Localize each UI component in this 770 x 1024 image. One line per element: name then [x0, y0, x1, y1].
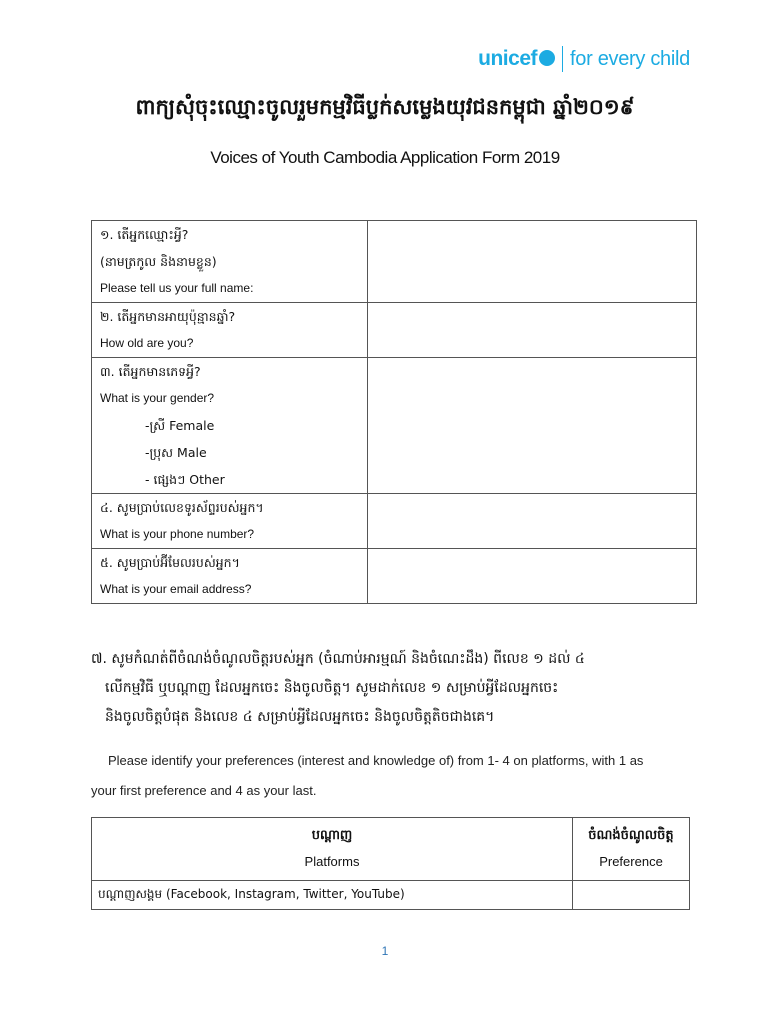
question-cell	[92, 358, 368, 494]
answer-field[interactable]	[368, 358, 697, 494]
platform-name: បណ្តាញសង្គម (Facebook, Instagram, Twitter, YouTube)	[92, 881, 573, 910]
preferences-section	[91, 645, 691, 806]
answer-field[interactable]	[368, 549, 697, 604]
preferences-instructions-khmer	[91, 645, 691, 732]
preference-header-km: ចំណង់ចំណូលចិត្ត	[588, 828, 674, 843]
answer-field[interactable]	[368, 221, 697, 303]
question-row	[92, 221, 697, 303]
page-number: 1	[381, 944, 389, 958]
question-cell	[92, 494, 368, 549]
question-row	[92, 358, 697, 494]
question-text: What is your email address?	[100, 582, 252, 596]
preferences-table	[91, 817, 690, 910]
question-text: (នាមត្រកូល និងនាមខ្លួន)	[100, 254, 217, 269]
logo-brand-text: unicef	[478, 47, 537, 70]
instruction-km-line-3: និងចូលចិត្តបំផុត និងលេខ ៤ សម្រាប់អ្វីដែលអ្នកចេះ និងចូលចិត្តតិចជាងគេ។	[105, 709, 495, 725]
question-cell	[92, 221, 368, 303]
question-text: Please tell us your full name:	[100, 281, 254, 295]
questions-table	[91, 220, 697, 604]
question-cell	[92, 549, 368, 604]
platforms-header-en: Platforms	[304, 854, 360, 869]
logo-separator	[562, 46, 563, 72]
question-cell	[92, 303, 368, 358]
question-text: How old are you?	[100, 336, 194, 350]
logo-brand	[478, 47, 555, 71]
question-text: - ផ្សេងៗ Other	[145, 472, 225, 487]
question-text: What is your phone number?	[100, 527, 255, 541]
preferences-instructions-english	[91, 746, 691, 806]
preference-header-en: Preference	[599, 854, 663, 869]
question-row	[92, 549, 697, 604]
question-text: ២. តើអ្នកមានអាយុប៉ុន្មានឆ្នាំ?	[100, 309, 236, 324]
question-row	[92, 494, 697, 549]
platforms-header	[92, 818, 573, 881]
question-text: -ស្រី Female	[145, 418, 215, 433]
form-title-khmer: ពាក្យសុំចុះឈ្មោះចូលរួមកម្មវិធីប្លក់សម្លេងយុវជនកម្ពុជា ឆ្នាំ២០១៩	[135, 95, 635, 119]
form-title-english: Voices of Youth Cambodia Application Form 2019	[210, 148, 560, 167]
question-text: -ប្រុស Male	[145, 445, 207, 460]
platforms-header-km: បណ្តាញ	[311, 828, 353, 843]
preference-header	[573, 818, 690, 881]
unicef-logo	[478, 46, 690, 72]
instruction-en-line-2: your first preference and 4 as your last.	[91, 783, 317, 798]
question-row	[92, 303, 697, 358]
question-text: ១. តើអ្នកឈ្មោះអ្វី?	[100, 227, 189, 242]
platform-row	[92, 881, 690, 910]
instruction-km-line-1: ៧. សូមកំណត់ពីចំណង់ចំណូលចិត្តរបស់អ្នក (ចំណាប់អារម្មណ៍ និងចំណេះដឹង) ពីលេខ ១ ដល់ ៤	[91, 651, 585, 667]
instruction-en-line-1: Please identify your preferences (interest and knowledge of) from 1- 4 on platforms, with 1 as	[108, 753, 644, 768]
answer-field[interactable]	[368, 494, 697, 549]
question-text: ៣. តើអ្នកមានភេទអ្វី?	[100, 364, 201, 379]
globe-icon	[539, 50, 555, 66]
question-text: What is your gender?	[100, 391, 215, 405]
answer-field[interactable]	[368, 303, 697, 358]
preference-input[interactable]	[573, 881, 690, 910]
question-text: ៥. សូមប្រាប់អ៊ីមែលរបស់អ្នក។	[100, 555, 240, 570]
question-text: ៤. សូមប្រាប់លេខទូរស័ព្ទរបស់អ្នក។	[100, 500, 264, 515]
instruction-km-line-2: លើកម្មវិធី ឬបណ្តាញ ដែលអ្នកចេះ និងចូលចិត្ត។ សូមដាក់លេខ ១ សម្រាប់អ្វីដែលអ្នកចេះ	[105, 680, 559, 696]
logo-tagline: for every child	[570, 47, 690, 70]
